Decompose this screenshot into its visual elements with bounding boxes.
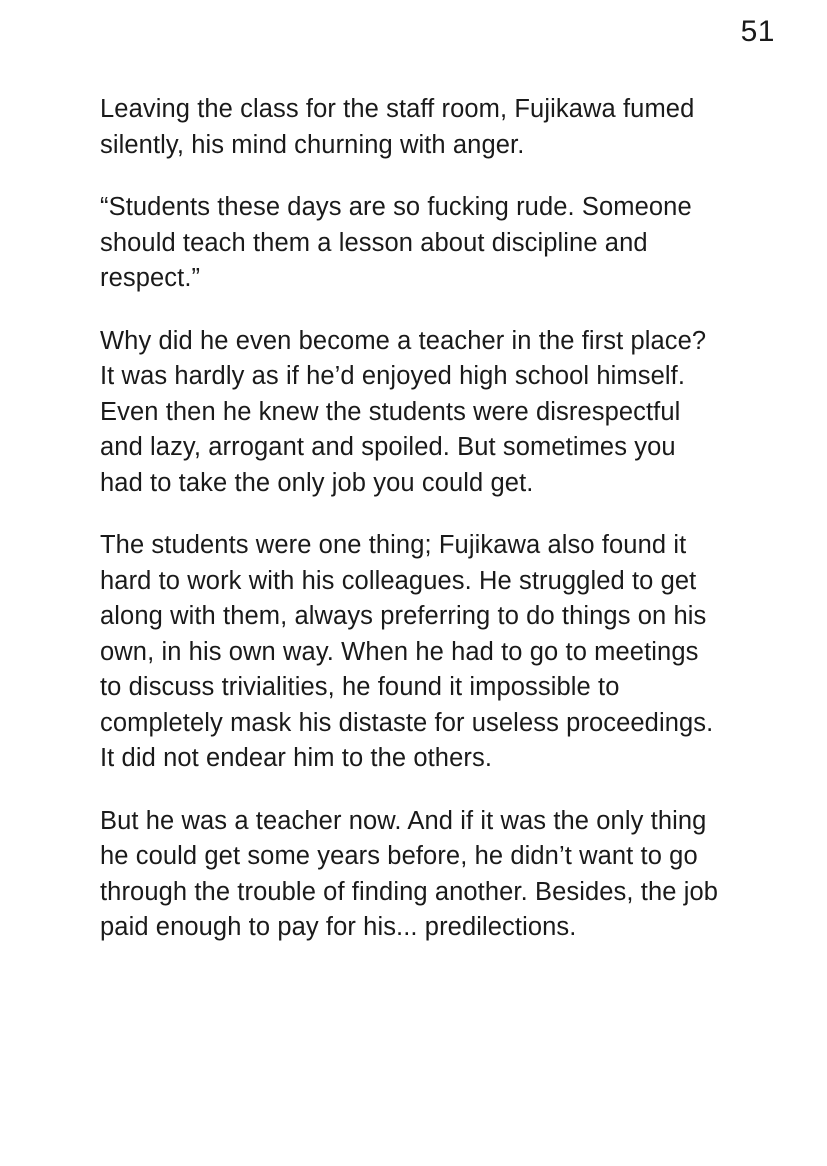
paragraph: Why did he even become a teacher in the first place? It was hardly as if he’d enjoyed high school himself. Even then he knew the students were disrespectful and lazy, arrogant and spoiled. But sometimes you had to take the only job you could get. — [100, 326, 707, 497]
page-body-text — [100, 92, 720, 946]
paragraph: Leaving the class for the staff room, Fujikawa fumed silently, his mind churning with anger. — [100, 95, 695, 159]
paragraph: But he was a teacher now. And if it was the only thing he could get some years before, he didn’t want to go through the trouble of finding another. Besides, the job paid enough to pay for his... predilections. — [100, 806, 719, 941]
paragraph: “Students these days are so fucking rude. Someone should teach them a lesson about discipline and respect.” — [100, 193, 692, 292]
page-number: 51 — [740, 15, 775, 48]
paragraph: The students were one thing; Fujikawa also found it hard to work with his colleagues. He struggled to get along with them, always preferring to do things on his own, in his own way. When he had to go to meetings to discuss trivialities, he found it impossible to completely mask his distaste for useless proceedings. It did not endear him to the others. — [100, 531, 714, 772]
